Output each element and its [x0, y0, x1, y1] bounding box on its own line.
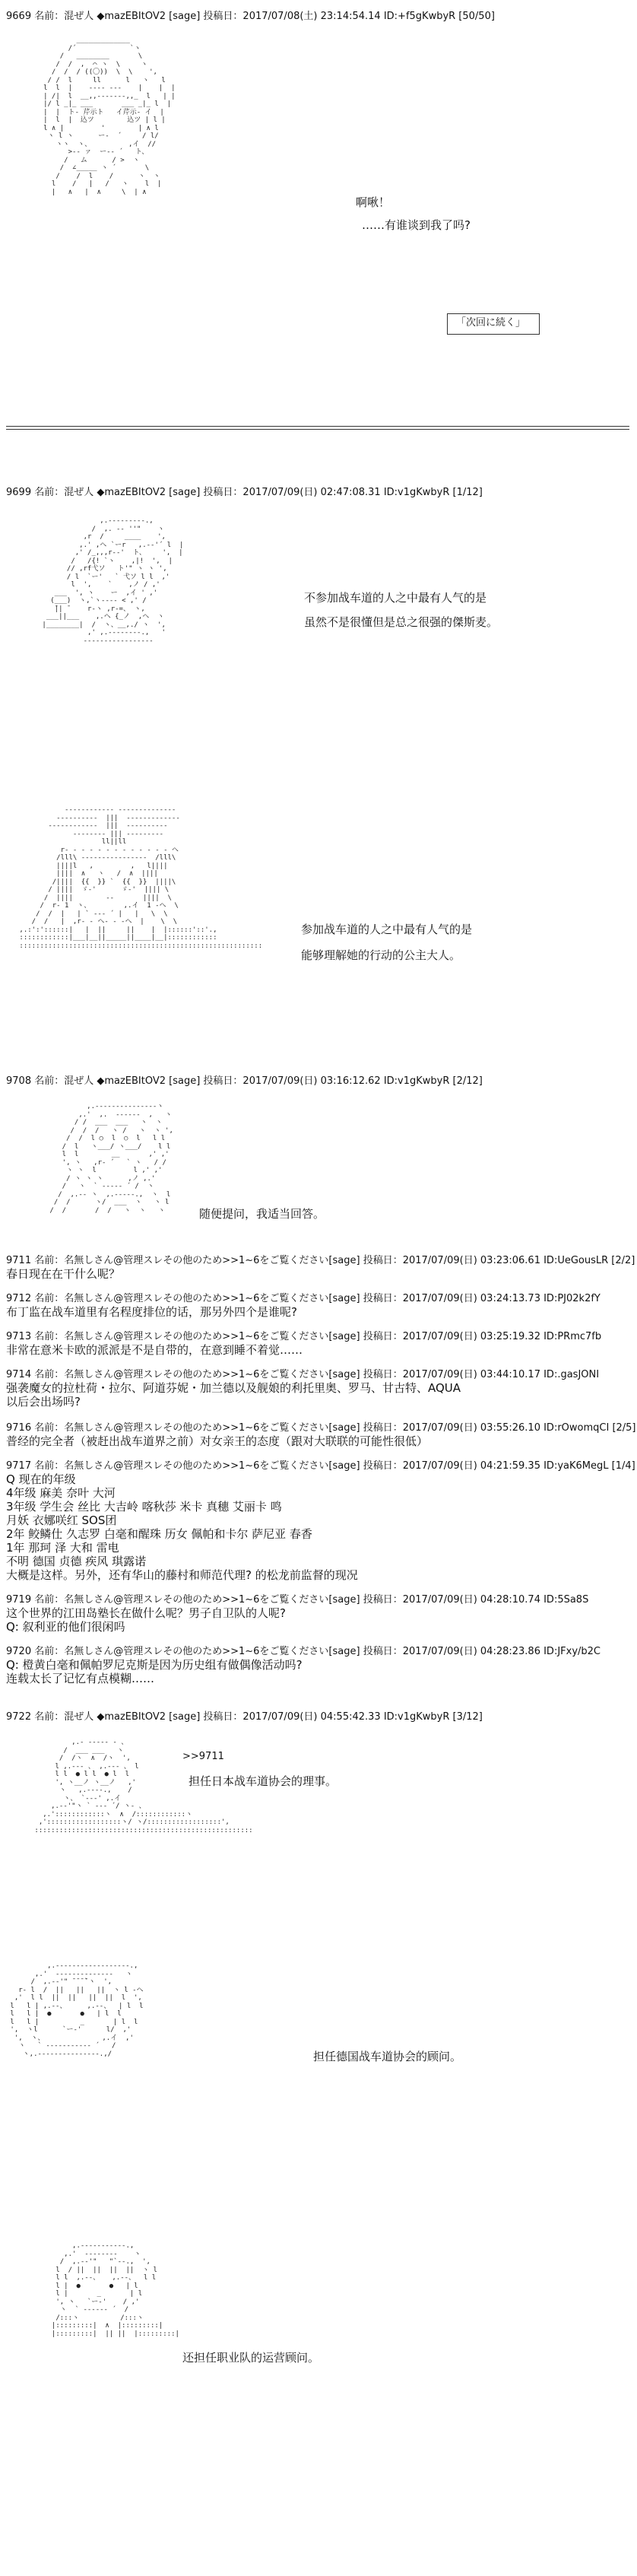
- question-body: Q: 橙黄白毫和佩帕罗尼克斯是因为历史组有做偶像活动吗?: [6, 1658, 303, 1672]
- question-header: 9716 名前：名無しさん@管理スレその他のため>>1~6をご覧ください[sage] 投稿日：2017/07/09(日) 03:55:26.10 ID:rOwomqCI [2/5]: [6, 1422, 636, 1434]
- ascii-art-narrator: ,.-‐‐‐‐‐‐‐‐‐‐‐‐‐‐ヽ ,.' ,. -‐‐‐‐- , ヽ / / ___ ___ ヽ ヽ / / / ヽ / ヽ ヽ ', / / l ○ l ○ l l l / l ヽ___/ ヽ___/ l l l l __ ,' ,' ', ヽ ,r‐ ´ ` ヽ / / ヽ ヽ l l ,' ,' / ヽ ヽ ヽ ,ノ ,.' / ヽ ` ‐‐‐‐‐ ´ / ヽ / ,.-‐ ヽ ,.-‐‐‐-., ヽ l / / ヽ/ ___ ヽ ヽ l / / / / ヽ ヽ ヽ: [49, 1103, 173, 1215]
- question-body: 1年 那珂 泽 大和 雷电: [6, 1541, 119, 1555]
- question-body: 4年级 麻美 奈叶 大河: [6, 1486, 116, 1500]
- question-body: 普经的完全者（被赶出战车道界之前）对女亲王的态度（跟对大联联的可能性很低）: [6, 1434, 429, 1448]
- question-body: 不明 德国 贞德 疾风 琪露诺: [6, 1555, 147, 1568]
- ascii-art-director-2: ,.-‐‐‐‐‐‐‐‐‐‐‐‐‐‐‐‐-., ,.' ‐‐‐‐‐‐‐‐‐‐‐‐‐‐ ヽ / ,.-‐'" ̄ ̄ ̄ ̄`ヽ ', r‐ l / || || || ヽ l ‐ヘ ,' l l || || || || l ', l l | ,.-‐、 ,.-‐、 | l l l l | ● ● | l l l l | _ | l l ', ヽl `ー‐' l/ ,' ', ヽ、 ,.イ ,' ヽ ` ‐‐‐‐‐‐‐‐‐‐‐ ´ / ヽ,.-‐‐‐‐‐‐‐‐‐‐‐‐‐-.,/: [10, 1962, 144, 2058]
- ascii-art-ace-cap: _____________ /´ `ヽ / ________ \ / / , ⌒ ヽ \ ヽ / / / ((〇)) \ \ ', / / l ll l ヽ l l l | ‐‐‐‐ ‐‐‐ | | | | /| l __,,--‐‐‐--,,_ l | | |/ l _|_ ___ ___ _|_ l | | | ト‐ 芹示ト イ芹示- イ | | l | 込ツ 込ツ | l | l ∧ | ' | ∧ l ヽ l ヽ ー- ´ / l/ ヽヽ ヽ、 ,イ // >‐‐ ァ ー-‐ ´ ト、 / ム / > ヽ / ∠_____ ヽ ´ \ / / l / ヽ ヽ l / | / ヽ l | | ∧ | ∧ \ | ∧: [43, 37, 176, 196]
- question-body: Q: 叙利亚的他们很闲吗: [6, 1620, 125, 1634]
- question-body: 以后会出场吗?: [6, 1395, 81, 1409]
- question-body: 大概是这样。另外，还有华山的藤村和师范代理? 的松龙前监督的现况: [6, 1568, 358, 1582]
- question-header: 9714 名前：名無しさん@管理スレその他のため>>1~6をご覧ください[sage] 投稿日：2017/07/09(日) 03:44:10.17 ID:.gasJONI: [6, 1369, 600, 1380]
- question-body: 3年级 学生会 丝比 大吉岭 喀秋莎 米卡 真穗 艾丽卡 鸣: [6, 1500, 282, 1514]
- answer-ref-link[interactable]: >>9711: [182, 1751, 224, 1762]
- question-body: 连载太长了记忆有点模糊……: [6, 1672, 155, 1685]
- ascii-art-bismarck: ,.-‐‐‐‐‐‐‐-., / ,. -‐ ''" ヽ ,r / ____ ', ,.' ,ヘ `ーr ,.-‐'´ l | ,' /_,,,r‐‐' ト、 ', | / /{! `ヽ ,|! ', | // ,rf弋ソ ト'" ヽ ヽ ', / l `ー' ` 弋ソ l l ,' l ', ` ,ノ / ,' ___ ', ヽ ー ,イ ' ,' (___) ヽ,`ヽ--‐‐ < ,' / ̄|| ̄ r‐ヽ ,r‐=、 ヽ, ___||___ ,.ヘ {_ノ ,ヘ ヽ |________| / ヽ、__,./ ヽ ', ,' ,.---‐‐---., ' ‐‐‐‐‐‐‐‐‐‐‐‐‐‐‐‐‐: [42, 517, 184, 645]
- question-body: 布丁监在战车道里有名程度排位的话，那另外四个是谁呢?: [6, 1305, 297, 1319]
- post-9669-line-2: ……有谁谈到我了吗?: [362, 218, 471, 232]
- question-header: 9719 名前：名無しさん@管理スレその他のため>>1~6をご覧ください[sage] 投稿日：2017/07/09(日) 04:28:10.74 ID:5Sa8S: [6, 1594, 589, 1606]
- question-body: Q 现在的年级: [6, 1472, 76, 1486]
- post-header-9699: 9699 名前：混ぜ人 ◆mazEBItOV2 [sage] 投稿日：2017/07/09(日) 02:47:08.31 ID:v1gKwbyR [1/12]: [6, 487, 483, 498]
- post-header-9708: 9708 名前：混ぜ人 ◆mazEBItOV2 [sage] 投稿日：2017/07/09(日) 03:16:12.62 ID:v1gKwbyR [2/12]: [6, 1075, 483, 1087]
- post-header-9722: 9722 名前：混ぜ人 ◆mazEBItOV2 [sage] 投稿日：2017/07/09(日) 04:55:42.33 ID:v1gKwbyR [3/12]: [6, 1711, 483, 1723]
- post-9699-line-1: 不参加战车道的人之中最有人气的是: [304, 591, 487, 605]
- question-header: 9712 名前：名無しさん@管理スレその他のため>>1~6をご覧ください[sage] 投稿日：2017/07/09(日) 03:24:13.73 ID:PJ02k2fY: [6, 1293, 601, 1304]
- stamp-text: 「次回に続く」: [456, 317, 526, 329]
- post-9669-line-1: 啊啾！: [356, 195, 391, 209]
- post-9699-line-2: 虽然不是很懂但是总之很强的傑斯麦。: [304, 615, 499, 629]
- question-body: 2年 鲛鳞仕 久志罗 白毫和醒珠 历女 佩帕和卡尔 萨尼亚 春香: [6, 1527, 312, 1541]
- question-body: 春日现在在干什么呢？: [6, 1267, 121, 1281]
- post-header-9669: 9669 名前：混ぜ人 ◆mazEBItOV2 [sage] 投稿日：2017/07/08(土) 23:14:54.14 ID:+f5gKwbyR [50/50]: [6, 11, 495, 22]
- question-header: 9720 名前：名無しさん@管理スレその他のため>>1~6をご覧ください[sage] 投稿日：2017/07/09(日) 04:28:23.86 ID:JFxy/b2C: [6, 1646, 601, 1657]
- ascii-art-director-3: ,.-‐‐‐-‐‐‐‐‐-., ,.' ‐‐‐‐‐‐‐‐ ヽ / ,.-‐'" "`‐-., ', l / || || || || ヽ l l l ,.-‐、 ,.-‐、 l l l | ● ● | l l | _ | l ', ヽ `ー‐' / ,' ヽ ` ‐‐‐‐‐‐ ´ / /:::ヽ /:::ヽ |:::::::::| ∧ |:::::::::| |:::::::::| || || |:::::::::|: [51, 2242, 179, 2338]
- question-header: 9713 名前：名無しさん@管理スレその他のため>>1~6をご覧ください[sage] 投稿日：2017/07/09(日) 03:25:19.32 ID:PRmc7fb: [6, 1331, 602, 1342]
- ascii-art-princess: ‐‐‐‐‐‐‐‐‐‐‐‐ ‐‐‐‐‐‐‐‐‐‐‐‐‐‐ ‐‐‐‐‐‐‐‐‐‐ ||| ‐‐‐‐‐‐‐‐‐‐‐‐‐ ‐‐‐‐‐‐‐‐‐‐‐‐ ||| ‐‐‐‐‐‐‐‐‐‐ ‐‐‐‐‐‐‐‐ ||| ‐‐‐‐‐‐‐‐‐ ll||ll r‐ ‐ ‐ ‐ ‐ ‐ ‐ ‐ ‐ ‐ ‐ ‐ ‐ ヘ /lll\ ‐‐‐‐‐‐‐‐‐‐‐‐‐‐‐‐ /lll\ ||||l , , l|||| |||| ∧ ヽ / ∧ |||| /|||| {{ }} ` {{ }} ||||\ / |||| ゞ‐' ゞ‐' |||| \ / |||| ‐‐ |||| \ / r‐ 1 ヽ、 ,.イ 1 ‐ヘ \ / / | | ` ‐‐‐ ´ | | \ \ / / | ,r‐ ‐ ヘ‐ ‐ ‐ヘ | \ \ ,.:':'::::::| | || || | |::::::'::'., ::::::::::::|___|__||_____||____|__|:::::::::::: :::::::::::::::::::::::::::::::::::::::::::::::::::::::::::: [19, 806, 263, 950]
- divider: [6, 429, 629, 430]
- question-header: 9711 名前：名無しさん@管理スレその他のため>>1~6をご覧ください[sage] 投稿日：2017/07/09(日) 03:23:06.61 ID:UeGousLR [2/2]: [6, 1255, 635, 1266]
- post-9699-line-4: 能够理解她的行动的公主大人。: [301, 948, 461, 962]
- post-9699-line-3: 参加战车道的人之中最有人气的是: [301, 923, 473, 936]
- post-9708-line-1: 随便提问，我适当回答。: [199, 1207, 325, 1221]
- question-header: 9717 名前：名無しさん@管理スレその他のため>>1~6をご覧ください[sage] 投稿日：2017/07/09(日) 04:21:59.35 ID:yaK6MegL [1/4]: [6, 1460, 635, 1472]
- answer-line-3: 还担任职业队的运营顾问。: [182, 2351, 320, 2365]
- ascii-art-director: ,.- ‐‐‐‐‐ - 、 / ___ ___ ヽ / /ヽ ∧ /ヽ ', l ,.-‐- 、 ,.-‐- 、 l l l ● l l ● l l ', ヽ__ノ ヽ__ノ ,' ヽ ,.-‐‐-., / ヽ、 `‐‐‐' ,.イ ,.-‐'"ヽ ` ‐‐‐ ´/ ヽ‐ 、 ,.'::::::::::::ヽ ∧ /::::::::::::ヽ ,'::::::::::::::::::ヽ/ ヽ/::::::::::::::::::', :::::::::::::::::::::::::::::::::::::::::::::::::::::: [34, 1739, 253, 1834]
- answer-line-2: 担任德国战车道协会的顾问。: [313, 2050, 462, 2063]
- question-body: 这个世界的江田岛塾长在做什么呢？男子自卫队的人呢?: [6, 1606, 286, 1620]
- answer-line-1: 担任日本战车道协会的理事。: [189, 1774, 338, 1788]
- question-body: 非常在意米卡欧的派派是不是自带的，在意到睡不着觉……: [6, 1343, 303, 1357]
- divider: [6, 426, 629, 427]
- question-body: 月妖 衣娜咲红 SOS团: [6, 1514, 117, 1527]
- question-body: 强袭魔女的拉杜荷・拉尔、阿道芬妮・加兰德以及舰娘的利托里奥、罗马、甘古特、AQUA: [6, 1381, 461, 1395]
